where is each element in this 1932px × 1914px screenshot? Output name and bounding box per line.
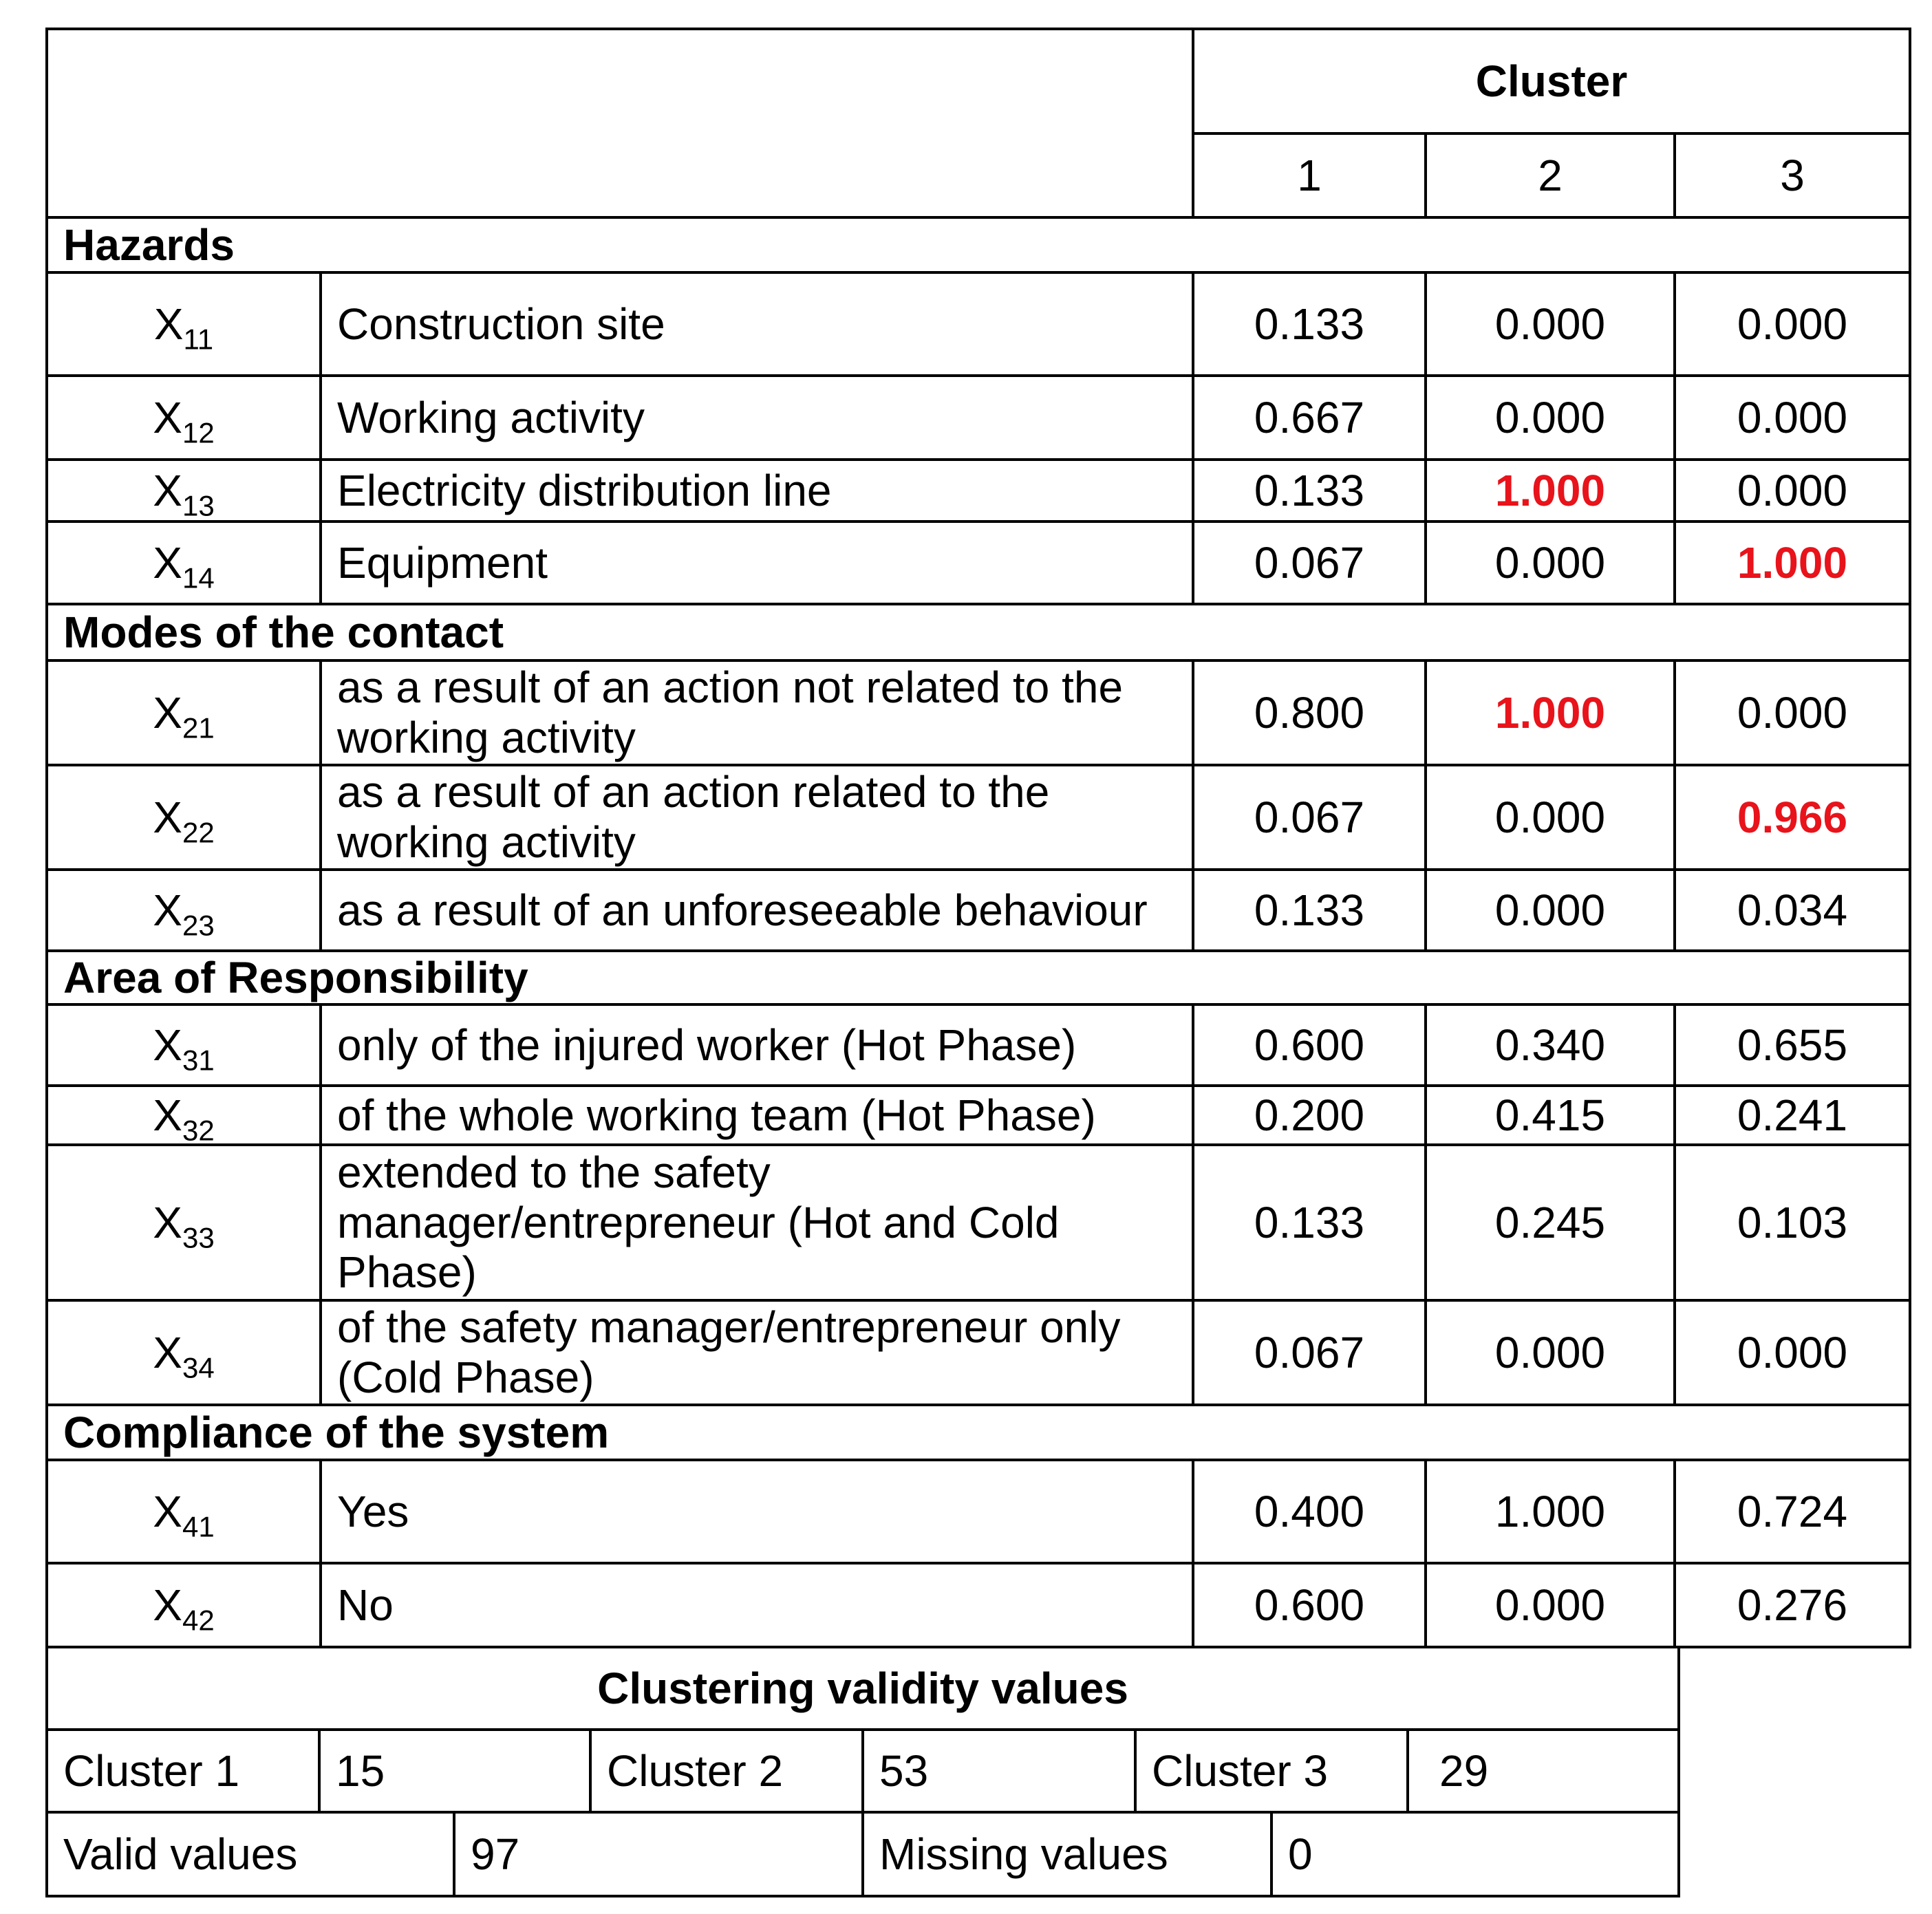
table-row [47, 376, 1910, 460]
cluster-1-label: Cluster 1 [47, 1730, 319, 1812]
group-title: Hazards [47, 217, 1910, 272]
table-container [45, 28, 1911, 1897]
variable-code: $X_{13}$ [47, 460, 321, 521]
value-cluster-1: 0.133 [1193, 272, 1426, 376]
variable-code: $X_{41}$ [47, 1460, 321, 1563]
cluster-number-3: 3 [1675, 133, 1910, 217]
variable-label: Equipment [321, 521, 1193, 604]
value-cluster-3-highlight: 0.966 [1675, 765, 1910, 870]
value-cluster-3: 0.034 [1675, 870, 1910, 951]
cluster-2-label: Cluster 2 [590, 1730, 863, 1812]
variable-label: as a result of an action related to the working activity [321, 765, 1193, 870]
cluster-2-value: 53 [863, 1730, 1135, 1812]
group-header-compliance [47, 1405, 1910, 1460]
value-cluster-1: 0.600 [1193, 1004, 1426, 1086]
table-row [47, 1145, 1910, 1300]
table-row [47, 1300, 1910, 1405]
valid-values-value: 97 [454, 1812, 863, 1896]
valid-values-label: Valid values [47, 1812, 454, 1896]
table-row [47, 521, 1910, 604]
group-title: Modes of the contact [47, 604, 1910, 660]
variable-code: $X_{11}$ [47, 272, 321, 376]
value-cluster-3: 0.000 [1675, 660, 1910, 765]
table-row [47, 660, 1910, 765]
header-blank-cell [47, 29, 1193, 217]
value-cluster-2: 1.000 [1426, 1460, 1675, 1563]
value-cluster-2: 0.000 [1426, 376, 1675, 460]
value-cluster-1: 0.800 [1193, 660, 1426, 765]
value-cluster-1: 0.133 [1193, 870, 1426, 951]
cluster-3-value: 29 [1408, 1730, 1679, 1812]
value-cluster-2: 0.415 [1426, 1086, 1675, 1145]
variable-label: as a result of an action not related to the working activity [321, 660, 1193, 765]
table-row [47, 1563, 1910, 1647]
table-row [47, 1086, 1910, 1145]
variable-code: $X_{31}$ [47, 1004, 321, 1086]
variable-label: extended to the safety manager/entrepreneur (Hot and Cold Phase) [321, 1145, 1193, 1300]
value-cluster-3: 0.241 [1675, 1086, 1910, 1145]
value-cluster-1: 0.067 [1193, 1300, 1426, 1405]
value-cluster-3: 0.000 [1675, 460, 1910, 521]
value-cluster-2: 0.000 [1426, 521, 1675, 604]
variable-label: only of the injured worker (Hot Phase) [321, 1004, 1193, 1086]
table-row [47, 1004, 1910, 1086]
value-cluster-3-highlight: 1.000 [1675, 521, 1910, 604]
group-header-area [47, 951, 1910, 1004]
variable-label: of the whole working team (Hot Phase) [321, 1086, 1193, 1145]
value-cluster-2: 0.000 [1426, 765, 1675, 870]
value-cluster-2: 0.245 [1426, 1145, 1675, 1300]
value-cluster-2: 0.000 [1426, 1300, 1675, 1405]
table-row [47, 1460, 1910, 1563]
group-title: Compliance of the system [47, 1405, 1910, 1460]
value-cluster-1: 0.067 [1193, 765, 1426, 870]
value-cluster-2-highlight: 1.000 [1426, 660, 1675, 765]
value-cluster-3: 0.000 [1675, 272, 1910, 376]
validity-title: Clustering validity values [47, 1647, 1679, 1730]
table-row [47, 272, 1910, 376]
value-cluster-3: 0.000 [1675, 1300, 1910, 1405]
value-cluster-1: 0.067 [1193, 521, 1426, 604]
group-header-hazards [47, 217, 1910, 272]
variable-label: No [321, 1563, 1193, 1647]
variable-code: $X_{22}$ [47, 765, 321, 870]
value-cluster-1: 0.600 [1193, 1563, 1426, 1647]
header-row [47, 29, 1910, 133]
variable-label: Working activity [321, 376, 1193, 460]
group-title: Area of Responsibility [47, 951, 1910, 1004]
value-cluster-3: 0.655 [1675, 1004, 1910, 1086]
group-header-modes [47, 604, 1910, 660]
table-row [47, 870, 1910, 951]
missing-values-label: Missing values [863, 1812, 1271, 1896]
variable-label: as a result of an unforeseeable behaviour [321, 870, 1193, 951]
cluster-3-label: Cluster 3 [1135, 1730, 1408, 1812]
variable-code: $X_{14}$ [47, 521, 321, 604]
value-cluster-3: 0.276 [1675, 1563, 1910, 1647]
value-cluster-2: 0.000 [1426, 1563, 1675, 1647]
table-row [47, 460, 1910, 521]
variable-code: $X_{32}$ [47, 1086, 321, 1145]
value-cluster-2: 0.000 [1426, 870, 1675, 951]
value-cluster-2: 0.000 [1426, 272, 1675, 376]
value-cluster-1: 0.133 [1193, 460, 1426, 521]
variable-label: Electricity distribution line [321, 460, 1193, 521]
cluster-number-2: 2 [1426, 133, 1675, 217]
cluster-title: Cluster [1193, 29, 1910, 133]
value-cluster-1: 0.667 [1193, 376, 1426, 460]
value-cluster-3: 0.000 [1675, 376, 1910, 460]
variable-code: $X_{34}$ [47, 1300, 321, 1405]
cluster-table [45, 28, 1911, 1648]
variable-label: of the safety manager/entrepreneur only (Cold Phase) [321, 1300, 1193, 1405]
validity-table [45, 1646, 1680, 1897]
table-row [47, 765, 1910, 870]
variable-code: $X_{21}$ [47, 660, 321, 765]
value-cluster-3: 0.724 [1675, 1460, 1910, 1563]
variable-code: $X_{12}$ [47, 376, 321, 460]
validity-summary-row [47, 1812, 1679, 1896]
missing-values-value: 0 [1271, 1812, 1679, 1896]
value-cluster-1: 0.133 [1193, 1145, 1426, 1300]
cluster-number-1: 1 [1193, 133, 1426, 217]
cluster-1-value: 15 [319, 1730, 590, 1812]
value-cluster-2: 0.340 [1426, 1004, 1675, 1086]
variable-code: $X_{23}$ [47, 870, 321, 951]
value-cluster-3: 0.103 [1675, 1145, 1910, 1300]
value-cluster-2-highlight: 1.000 [1426, 460, 1675, 521]
variable-label: Yes [321, 1460, 1193, 1563]
variable-label: Construction site [321, 272, 1193, 376]
validity-cluster-row [47, 1730, 1679, 1812]
validity-title-row [47, 1647, 1679, 1730]
value-cluster-1: 0.400 [1193, 1460, 1426, 1563]
value-cluster-1: 0.200 [1193, 1086, 1426, 1145]
variable-code: $X_{33}$ [47, 1145, 321, 1300]
variable-code: $X_{42}$ [47, 1563, 321, 1647]
